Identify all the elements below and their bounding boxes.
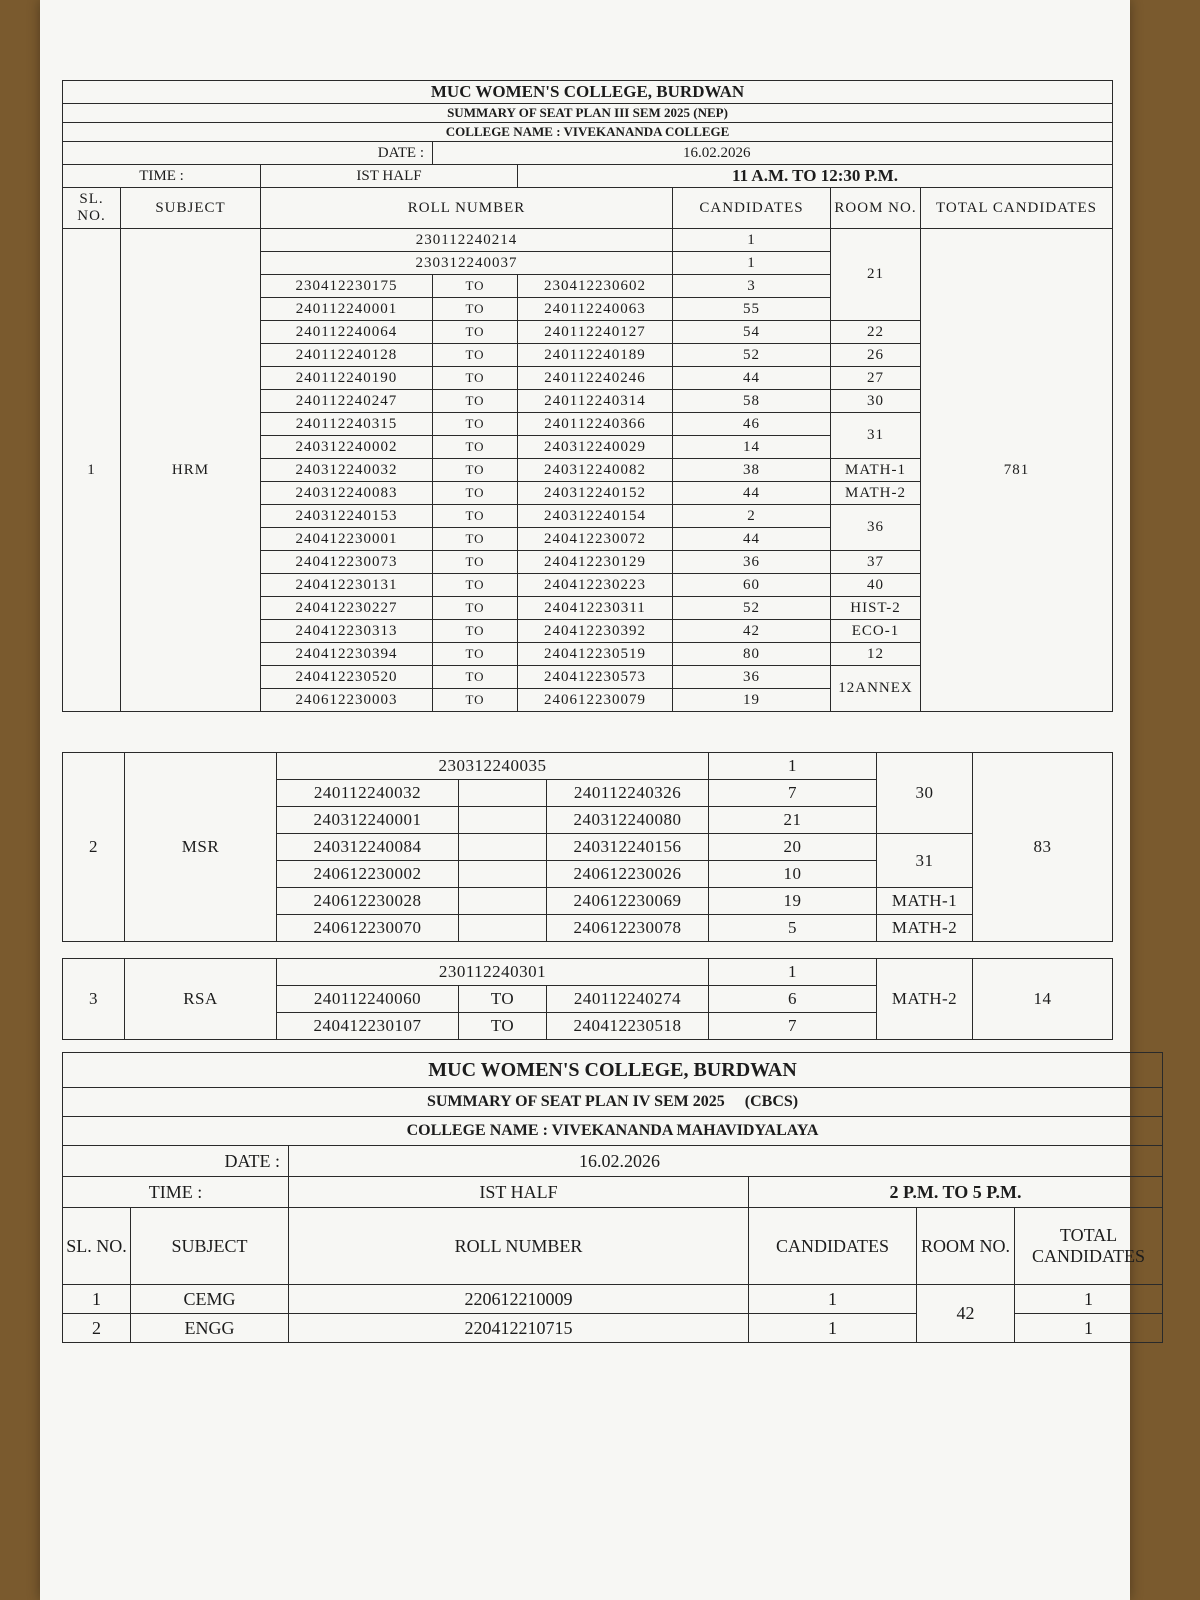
roll-from: 240412230073 bbox=[261, 551, 433, 574]
roll-single: 220612210009 bbox=[289, 1285, 749, 1314]
roll-from: 240412230394 bbox=[261, 643, 433, 666]
to-label: TO bbox=[433, 505, 518, 528]
roll-to: 240312240082 bbox=[518, 459, 673, 482]
to-label: TO bbox=[433, 482, 518, 505]
roll-from: 240412230001 bbox=[261, 528, 433, 551]
roll-from: 240312240084 bbox=[277, 834, 459, 861]
room-cell: MATH-1 bbox=[831, 459, 921, 482]
roll-from: 240112240128 bbox=[261, 344, 433, 367]
roll-from: 230412230175 bbox=[261, 275, 433, 298]
candidates-cell: 55 bbox=[673, 298, 831, 321]
room-cell: MATH-2 bbox=[877, 959, 973, 1040]
roll-to: 240312240156 bbox=[547, 834, 709, 861]
roll-to: 240412230573 bbox=[518, 666, 673, 689]
roll-to: 240112240274 bbox=[547, 986, 709, 1013]
roll-to: 240312240152 bbox=[518, 482, 673, 505]
to-label: TO bbox=[433, 413, 518, 436]
roll-to: 240112240189 bbox=[518, 344, 673, 367]
room-cell: 31 bbox=[877, 834, 973, 888]
msr-total: 83 bbox=[973, 753, 1113, 942]
to-label: TO bbox=[433, 436, 518, 459]
candidates-cell: 10 bbox=[709, 861, 877, 888]
roll-from: 240112240247 bbox=[261, 390, 433, 413]
candidates-cell: 80 bbox=[673, 643, 831, 666]
roll-from: 240112240060 bbox=[277, 986, 459, 1013]
header-candidates: CANDIDATES bbox=[749, 1208, 917, 1285]
roll-from: 240312240001 bbox=[277, 807, 459, 834]
roll-from: 240112240001 bbox=[261, 298, 433, 321]
header-roll-number: ROLL NUMBER bbox=[261, 188, 673, 229]
candidates-cell: 1 bbox=[749, 1314, 917, 1343]
to-label: TO bbox=[433, 574, 518, 597]
candidates-cell: 6 bbox=[709, 986, 877, 1013]
roll-to: 240412230518 bbox=[547, 1013, 709, 1040]
candidates-cell: 58 bbox=[673, 390, 831, 413]
to-label: TO bbox=[433, 643, 518, 666]
half-label: IST HALF bbox=[261, 165, 518, 188]
roll-from: 240612230028 bbox=[277, 888, 459, 915]
candidates-cell: 46 bbox=[673, 413, 831, 436]
room-cell: 12 bbox=[831, 643, 921, 666]
table-row bbox=[63, 753, 1113, 780]
to-label: TO bbox=[433, 321, 518, 344]
roll-to: 240312240029 bbox=[518, 436, 673, 459]
header-subject: SUBJECT bbox=[121, 188, 261, 229]
candidates-cell: 60 bbox=[673, 574, 831, 597]
seat-plan-summary: SUMMARY OF SEAT PLAN III SEM 2025 (NEP) bbox=[63, 104, 1113, 123]
college-name: COLLEGE NAME : VIVEKANANDA COLLEGE bbox=[63, 123, 1113, 142]
roll-from: 240112240064 bbox=[261, 321, 433, 344]
roll-to: 240112240127 bbox=[518, 321, 673, 344]
candidates-cell: 44 bbox=[673, 482, 831, 505]
candidates-cell: 1 bbox=[673, 252, 831, 275]
roll-from: 240412230313 bbox=[261, 620, 433, 643]
candidates-cell: 14 bbox=[673, 436, 831, 459]
roll-to: 230412230602 bbox=[518, 275, 673, 298]
room-cell: 21 bbox=[831, 229, 921, 321]
room-cell: 12ANNEX bbox=[831, 666, 921, 712]
roll-to: 240612230026 bbox=[547, 861, 709, 888]
to-label: TO bbox=[433, 689, 518, 712]
roll-from: 240412230107 bbox=[277, 1013, 459, 1040]
msr-block bbox=[62, 752, 1112, 942]
room-cell: 37 bbox=[831, 551, 921, 574]
rsa-total: 14 bbox=[973, 959, 1113, 1040]
header-sl-no: SL. NO. bbox=[63, 188, 121, 229]
candidates-cell: 5 bbox=[709, 915, 877, 942]
roll-to: 240112240314 bbox=[518, 390, 673, 413]
header-room-no: ROOM NO. bbox=[917, 1208, 1015, 1285]
roll-to: 240112240246 bbox=[518, 367, 673, 390]
header-total-candidates: TOTAL CANDIDATES bbox=[921, 188, 1113, 229]
time-label: TIME : bbox=[63, 165, 261, 188]
roll-from: 240312240002 bbox=[261, 436, 433, 459]
roll-from: 240312240153 bbox=[261, 505, 433, 528]
roll-from: 240612230003 bbox=[261, 689, 433, 712]
roll-to: 240612230079 bbox=[518, 689, 673, 712]
header-total-candidates: TOTAL CANDIDATES bbox=[1015, 1208, 1163, 1285]
candidates-cell: 52 bbox=[673, 344, 831, 367]
candidates-cell: 54 bbox=[673, 321, 831, 344]
to-label: TO bbox=[433, 666, 518, 689]
header-roll-number: ROLL NUMBER bbox=[289, 1208, 749, 1285]
roll-to: 240312240080 bbox=[547, 807, 709, 834]
candidates-cell: 20 bbox=[709, 834, 877, 861]
roll-to: 240312240154 bbox=[518, 505, 673, 528]
roll-to: 240412230392 bbox=[518, 620, 673, 643]
msr-sl-no: 2 bbox=[63, 753, 125, 942]
total-cell: 1 bbox=[1015, 1314, 1163, 1343]
room-cell: 22 bbox=[831, 321, 921, 344]
sl-no-cell: 2 bbox=[63, 1314, 131, 1343]
room-cell: MATH-2 bbox=[831, 482, 921, 505]
roll-to: 240112240063 bbox=[518, 298, 673, 321]
subject-cell: CEMG bbox=[131, 1285, 289, 1314]
to-label: TO bbox=[459, 1013, 547, 1040]
candidates-cell: 52 bbox=[673, 597, 831, 620]
to-label: TO bbox=[433, 390, 518, 413]
candidates-cell: 7 bbox=[709, 780, 877, 807]
candidates-cell: 1 bbox=[749, 1285, 917, 1314]
roll-single: 230312240037 bbox=[261, 252, 673, 275]
college-title: MUC WOMEN'S COLLEGE, BURDWAN bbox=[63, 81, 1113, 104]
to-label: TO bbox=[433, 298, 518, 321]
candidates-cell: 19 bbox=[673, 689, 831, 712]
table-row bbox=[63, 229, 1113, 252]
sl-no-cell: 1 bbox=[63, 1285, 131, 1314]
roll-from: 240312240032 bbox=[261, 459, 433, 482]
roll-from: 240112240190 bbox=[261, 367, 433, 390]
room-cell: MATH-1 bbox=[877, 888, 973, 915]
to-label: TO bbox=[433, 344, 518, 367]
total-cell: 1 bbox=[1015, 1285, 1163, 1314]
room-cell: 42 bbox=[917, 1285, 1015, 1343]
header-sl-no: SL. NO. bbox=[63, 1208, 131, 1285]
roll-single: 230112240301 bbox=[277, 959, 709, 986]
roll-to: 240412230072 bbox=[518, 528, 673, 551]
to-label: TO bbox=[433, 620, 518, 643]
date-value: 16.02.2026 bbox=[289, 1146, 1163, 1177]
to-label: TO bbox=[433, 551, 518, 574]
date-value: 16.02.2026 bbox=[433, 142, 1113, 165]
to-label: TO bbox=[433, 367, 518, 390]
roll-from: 240112240315 bbox=[261, 413, 433, 436]
room-cell: 30 bbox=[877, 753, 973, 834]
rsa-sl-no: 3 bbox=[63, 959, 125, 1040]
roll-to: 240412230519 bbox=[518, 643, 673, 666]
roll-from: 240412230131 bbox=[261, 574, 433, 597]
date-label: DATE : bbox=[63, 142, 433, 165]
seat-plan-iv-sem bbox=[62, 1052, 1146, 1343]
hrm-total: 781 bbox=[921, 229, 1113, 712]
to-label: TO bbox=[433, 528, 518, 551]
rsa-subject: RSA bbox=[125, 959, 277, 1040]
to-label: TO bbox=[459, 986, 547, 1013]
candidates-cell: 38 bbox=[673, 459, 831, 482]
hrm-sl-no: 1 bbox=[63, 229, 121, 712]
candidates-cell: 44 bbox=[673, 528, 831, 551]
room-cell: 26 bbox=[831, 344, 921, 367]
roll-single: 220412210715 bbox=[289, 1314, 749, 1343]
roll-from: 240612230002 bbox=[277, 861, 459, 888]
msr-subject: MSR bbox=[125, 753, 277, 942]
date-label: DATE : bbox=[63, 1146, 289, 1177]
room-cell: 36 bbox=[831, 505, 921, 551]
subject-cell: ENGG bbox=[131, 1314, 289, 1343]
college-title: MUC WOMEN'S COLLEGE, BURDWAN bbox=[63, 1053, 1163, 1088]
candidates-cell: 36 bbox=[673, 666, 831, 689]
roll-to: 240412230223 bbox=[518, 574, 673, 597]
roll-from: 240412230227 bbox=[261, 597, 433, 620]
time-value: 11 A.M. TO 12:30 P.M. bbox=[518, 165, 1113, 188]
candidates-cell: 42 bbox=[673, 620, 831, 643]
to-label: TO bbox=[433, 459, 518, 482]
candidates-cell: 2 bbox=[673, 505, 831, 528]
roll-from: 240312240083 bbox=[261, 482, 433, 505]
rsa-block bbox=[62, 958, 1112, 1040]
roll-to: 240412230311 bbox=[518, 597, 673, 620]
to-label: TO bbox=[433, 597, 518, 620]
table-row bbox=[63, 959, 1113, 986]
table-row bbox=[63, 1285, 1163, 1314]
candidates-cell: 7 bbox=[709, 1013, 877, 1040]
room-cell: 31 bbox=[831, 413, 921, 459]
roll-to: 240612230078 bbox=[547, 915, 709, 942]
header-candidates: CANDIDATES bbox=[673, 188, 831, 229]
candidates-cell: 1 bbox=[673, 229, 831, 252]
header-room-no: ROOM NO. bbox=[831, 188, 921, 229]
room-cell: 40 bbox=[831, 574, 921, 597]
hrm-subject: HRM bbox=[121, 229, 261, 712]
room-cell: ECO-1 bbox=[831, 620, 921, 643]
candidates-cell: 36 bbox=[673, 551, 831, 574]
candidates-cell: 1 bbox=[709, 753, 877, 780]
room-cell: HIST-2 bbox=[831, 597, 921, 620]
roll-to: 240112240366 bbox=[518, 413, 673, 436]
candidates-cell: 19 bbox=[709, 888, 877, 915]
candidates-cell: 1 bbox=[709, 959, 877, 986]
to-label: TO bbox=[433, 275, 518, 298]
room-cell: 27 bbox=[831, 367, 921, 390]
roll-to: 240112240326 bbox=[547, 780, 709, 807]
roll-single: 230312240035 bbox=[277, 753, 709, 780]
college-name: COLLEGE NAME : VIVEKANANDA MAHAVIDYALAYA bbox=[63, 1117, 1163, 1146]
candidates-cell: 21 bbox=[709, 807, 877, 834]
roll-to: 240612230069 bbox=[547, 888, 709, 915]
roll-from: 240112240032 bbox=[277, 780, 459, 807]
time-label: TIME : bbox=[63, 1177, 289, 1208]
roll-to: 240412230129 bbox=[518, 551, 673, 574]
paper-sheet bbox=[40, 0, 1146, 1600]
seat-plan-summary: SUMMARY OF SEAT PLAN IV SEM 2025 (CBCS) bbox=[63, 1088, 1163, 1117]
seat-plan-iii-sem bbox=[62, 80, 1112, 712]
candidates-cell: 44 bbox=[673, 367, 831, 390]
time-value: 2 P.M. TO 5 P.M. bbox=[749, 1177, 1163, 1208]
roll-single: 230112240214 bbox=[261, 229, 673, 252]
header-subject: SUBJECT bbox=[131, 1208, 289, 1285]
room-cell: 30 bbox=[831, 390, 921, 413]
room-cell: MATH-2 bbox=[877, 915, 973, 942]
half-label: IST HALF bbox=[289, 1177, 749, 1208]
roll-from: 240612230070 bbox=[277, 915, 459, 942]
roll-from: 240412230520 bbox=[261, 666, 433, 689]
candidates-cell: 3 bbox=[673, 275, 831, 298]
